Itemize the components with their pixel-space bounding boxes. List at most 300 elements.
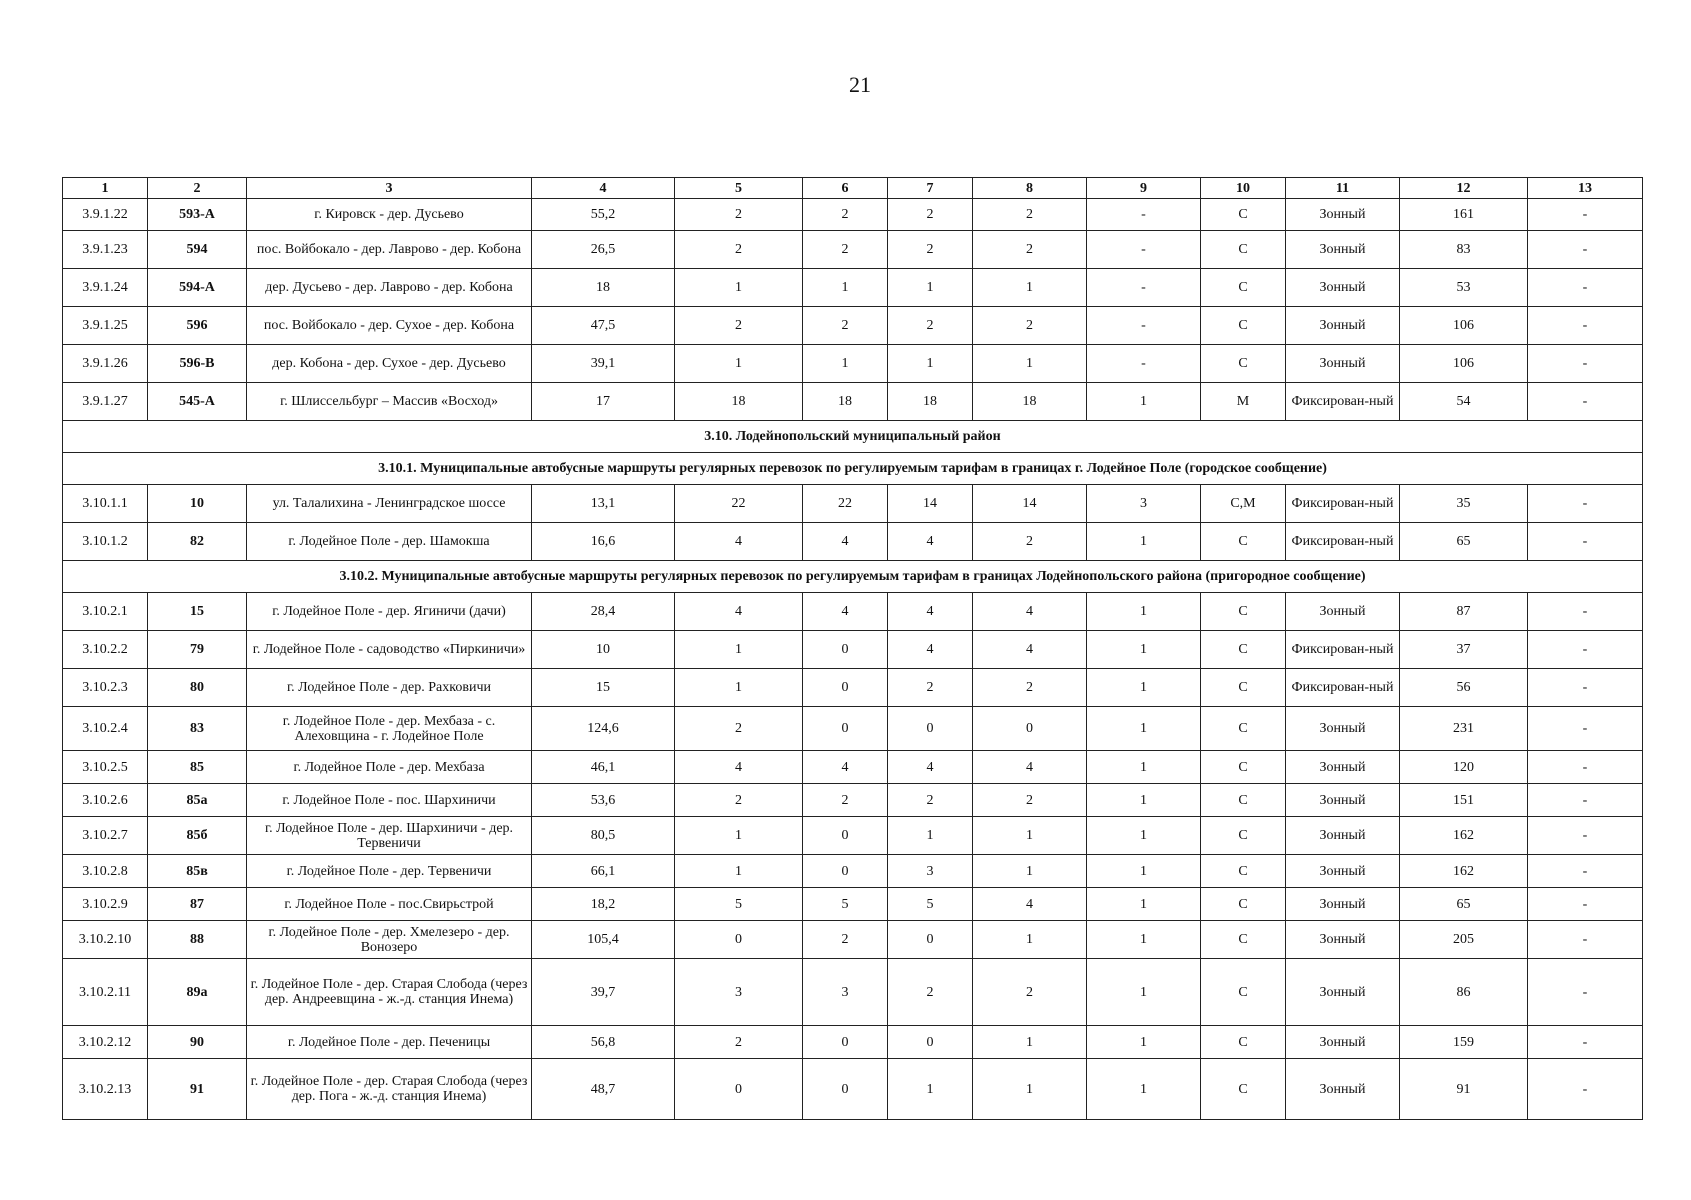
column-header: 2 bbox=[148, 178, 247, 199]
cell-row-number: 3.10.1.1 bbox=[63, 485, 148, 523]
cell-fare-type: Фиксирован-ный bbox=[1286, 523, 1400, 561]
cell-fare-type: Зонный bbox=[1286, 817, 1400, 855]
cell-reserve: 1 bbox=[1087, 383, 1201, 421]
cell-route-name: г. Лодейное Поле - дер. Старая Слобода (через дер. Пога - ж.-д. станция Инема) bbox=[247, 1059, 532, 1120]
cell-route-name: г. Лодейное Поле - садоводство «Пиркиничи» bbox=[247, 631, 532, 669]
routes-table bbox=[62, 177, 1643, 1120]
cell-buses-min-2: 4 bbox=[973, 888, 1087, 921]
cell-vehicle-class: С bbox=[1201, 1059, 1286, 1120]
cell-buses-max: 0 bbox=[675, 921, 803, 959]
cell-route-name: г. Шлиссельбург – Массив «Восход» bbox=[247, 383, 532, 421]
table-row bbox=[63, 855, 1643, 888]
cell-buses-max-2: 1 bbox=[888, 269, 973, 307]
cell-route-cost: 151 bbox=[1400, 784, 1528, 817]
table-row bbox=[63, 307, 1643, 345]
cell-route-cost: 162 bbox=[1400, 817, 1528, 855]
subsection-row bbox=[63, 453, 1643, 485]
cell-reserve: - bbox=[1087, 231, 1201, 269]
cell-notes: - bbox=[1528, 1026, 1643, 1059]
cell-route-name: дер. Кобона - дер. Сухое - дер. Дусьево bbox=[247, 345, 532, 383]
cell-route-length: 39,1 bbox=[532, 345, 675, 383]
cell-route-name: ул. Талалихина - Ленинградское шоссе bbox=[247, 485, 532, 523]
cell-buses-max-2: 4 bbox=[888, 751, 973, 784]
cell-buses-max-2: 0 bbox=[888, 1026, 973, 1059]
table-row bbox=[63, 707, 1643, 751]
cell-row-number: 3.9.1.27 bbox=[63, 383, 148, 421]
cell-buses-max: 18 bbox=[675, 383, 803, 421]
cell-vehicle-class: С bbox=[1201, 269, 1286, 307]
cell-notes: - bbox=[1528, 959, 1643, 1026]
cell-row-number: 3.9.1.26 bbox=[63, 345, 148, 383]
cell-buses-max-2: 4 bbox=[888, 523, 973, 561]
cell-route-cost: 53 bbox=[1400, 269, 1528, 307]
cell-row-number: 3.9.1.24 bbox=[63, 269, 148, 307]
cell-route-number: 85 bbox=[148, 751, 247, 784]
cell-route-number: 596-В bbox=[148, 345, 247, 383]
cell-vehicle-class: С bbox=[1201, 855, 1286, 888]
table-row bbox=[63, 669, 1643, 707]
cell-route-length: 15 bbox=[532, 669, 675, 707]
cell-route-name: пос. Войбокало - дер. Сухое - дер. Кобона bbox=[247, 307, 532, 345]
cell-buses-min: 0 bbox=[803, 1059, 888, 1120]
cell-buses-min-2: 1 bbox=[973, 1059, 1087, 1120]
cell-fare-type: Зонный bbox=[1286, 707, 1400, 751]
cell-vehicle-class: М bbox=[1201, 383, 1286, 421]
cell-reserve: 1 bbox=[1087, 631, 1201, 669]
cell-reserve: - bbox=[1087, 269, 1201, 307]
cell-route-number: 85в bbox=[148, 855, 247, 888]
cell-buses-min-2: 2 bbox=[973, 307, 1087, 345]
cell-reserve: 1 bbox=[1087, 751, 1201, 784]
cell-buses-min: 0 bbox=[803, 1026, 888, 1059]
cell-buses-max-2: 2 bbox=[888, 307, 973, 345]
cell-notes: - bbox=[1528, 345, 1643, 383]
cell-route-name: г. Лодейное Поле - пос.Свирьстрой bbox=[247, 888, 532, 921]
cell-row-number: 3.10.2.3 bbox=[63, 669, 148, 707]
cell-row-number: 3.10.1.2 bbox=[63, 523, 148, 561]
cell-buses-min-2: 1 bbox=[973, 1026, 1087, 1059]
cell-route-length: 28,4 bbox=[532, 593, 675, 631]
column-header: 1 bbox=[63, 178, 148, 199]
cell-reserve: - bbox=[1087, 199, 1201, 231]
cell-row-number: 3.10.2.12 bbox=[63, 1026, 148, 1059]
cell-route-number: 80 bbox=[148, 669, 247, 707]
cell-vehicle-class: С bbox=[1201, 1026, 1286, 1059]
cell-reserve: 1 bbox=[1087, 593, 1201, 631]
cell-vehicle-class: С bbox=[1201, 888, 1286, 921]
cell-reserve: 1 bbox=[1087, 1059, 1201, 1120]
cell-buses-min: 4 bbox=[803, 523, 888, 561]
column-header: 7 bbox=[888, 178, 973, 199]
column-header: 6 bbox=[803, 178, 888, 199]
cell-route-length: 47,5 bbox=[532, 307, 675, 345]
cell-notes: - bbox=[1528, 199, 1643, 231]
column-header: 9 bbox=[1087, 178, 1201, 199]
cell-vehicle-class: С bbox=[1201, 707, 1286, 751]
cell-buses-min-2: 2 bbox=[973, 784, 1087, 817]
cell-route-cost: 159 bbox=[1400, 1026, 1528, 1059]
cell-buses-min-2: 2 bbox=[973, 231, 1087, 269]
section-row bbox=[63, 421, 1643, 453]
table-row bbox=[63, 593, 1643, 631]
cell-buses-min: 5 bbox=[803, 888, 888, 921]
cell-buses-max: 2 bbox=[675, 307, 803, 345]
table-row bbox=[63, 959, 1643, 1026]
cell-route-length: 53,6 bbox=[532, 784, 675, 817]
cell-notes: - bbox=[1528, 485, 1643, 523]
section-title: 3.10. Лодейнопольский муниципальный район bbox=[63, 421, 1643, 453]
cell-row-number: 3.10.2.6 bbox=[63, 784, 148, 817]
cell-reserve: 1 bbox=[1087, 959, 1201, 1026]
cell-reserve: 1 bbox=[1087, 921, 1201, 959]
column-header: 11 bbox=[1286, 178, 1400, 199]
cell-vehicle-class: С bbox=[1201, 817, 1286, 855]
cell-fare-type: Фиксирован-ный bbox=[1286, 669, 1400, 707]
cell-buses-min-2: 1 bbox=[973, 269, 1087, 307]
column-header: 10 bbox=[1201, 178, 1286, 199]
cell-route-number: 545-А bbox=[148, 383, 247, 421]
table-row bbox=[63, 751, 1643, 784]
cell-route-length: 39,7 bbox=[532, 959, 675, 1026]
cell-route-number: 594-А bbox=[148, 269, 247, 307]
cell-route-number: 594 bbox=[148, 231, 247, 269]
cell-notes: - bbox=[1528, 751, 1643, 784]
cell-buses-max-2: 14 bbox=[888, 485, 973, 523]
table-row bbox=[63, 817, 1643, 855]
cell-route-cost: 106 bbox=[1400, 307, 1528, 345]
cell-route-cost: 161 bbox=[1400, 199, 1528, 231]
cell-vehicle-class: С bbox=[1201, 631, 1286, 669]
cell-buses-max: 1 bbox=[675, 855, 803, 888]
cell-buses-max: 2 bbox=[675, 1026, 803, 1059]
cell-route-cost: 120 bbox=[1400, 751, 1528, 784]
cell-buses-max-2: 18 bbox=[888, 383, 973, 421]
cell-buses-min-2: 1 bbox=[973, 817, 1087, 855]
cell-buses-max-2: 2 bbox=[888, 199, 973, 231]
cell-buses-min: 0 bbox=[803, 707, 888, 751]
cell-reserve: 3 bbox=[1087, 485, 1201, 523]
cell-fare-type: Зонный bbox=[1286, 921, 1400, 959]
cell-route-number: 90 bbox=[148, 1026, 247, 1059]
cell-buses-max: 0 bbox=[675, 1059, 803, 1120]
cell-route-cost: 56 bbox=[1400, 669, 1528, 707]
cell-buses-max: 1 bbox=[675, 817, 803, 855]
cell-route-number: 91 bbox=[148, 1059, 247, 1120]
cell-buses-min-2: 0 bbox=[973, 707, 1087, 751]
cell-row-number: 3.9.1.22 bbox=[63, 199, 148, 231]
cell-route-cost: 87 bbox=[1400, 593, 1528, 631]
table-row bbox=[63, 485, 1643, 523]
cell-route-length: 48,7 bbox=[532, 1059, 675, 1120]
table-row bbox=[63, 1026, 1643, 1059]
cell-route-number: 593-А bbox=[148, 199, 247, 231]
cell-buses-max-2: 3 bbox=[888, 855, 973, 888]
cell-notes: - bbox=[1528, 855, 1643, 888]
cell-buses-min: 18 bbox=[803, 383, 888, 421]
cell-buses-max-2: 2 bbox=[888, 231, 973, 269]
cell-fare-type: Зонный bbox=[1286, 888, 1400, 921]
cell-route-cost: 106 bbox=[1400, 345, 1528, 383]
table-row bbox=[63, 784, 1643, 817]
cell-notes: - bbox=[1528, 784, 1643, 817]
cell-fare-type: Зонный bbox=[1286, 307, 1400, 345]
cell-buses-max-2: 2 bbox=[888, 959, 973, 1026]
cell-route-length: 17 bbox=[532, 383, 675, 421]
cell-route-number: 15 bbox=[148, 593, 247, 631]
cell-route-cost: 35 bbox=[1400, 485, 1528, 523]
cell-route-length: 66,1 bbox=[532, 855, 675, 888]
table-row bbox=[63, 269, 1643, 307]
cell-row-number: 3.10.2.4 bbox=[63, 707, 148, 751]
cell-route-name: г. Лодейное Поле - дер. Ягиничи (дачи) bbox=[247, 593, 532, 631]
cell-buses-max-2: 1 bbox=[888, 817, 973, 855]
header-row bbox=[63, 178, 1643, 199]
cell-buses-max: 2 bbox=[675, 231, 803, 269]
cell-buses-min-2: 2 bbox=[973, 523, 1087, 561]
cell-buses-min: 2 bbox=[803, 921, 888, 959]
cell-notes: - bbox=[1528, 383, 1643, 421]
cell-route-length: 10 bbox=[532, 631, 675, 669]
cell-route-name: г. Лодейное Поле - дер. Шамокша bbox=[247, 523, 532, 561]
table-row bbox=[63, 1059, 1643, 1120]
cell-route-name: г. Лодейное Поле - дер. Печеницы bbox=[247, 1026, 532, 1059]
cell-reserve: 1 bbox=[1087, 784, 1201, 817]
cell-buses-min: 2 bbox=[803, 784, 888, 817]
cell-row-number: 3.10.2.8 bbox=[63, 855, 148, 888]
cell-buses-max: 1 bbox=[675, 269, 803, 307]
table-row bbox=[63, 383, 1643, 421]
cell-buses-min: 22 bbox=[803, 485, 888, 523]
cell-reserve: 1 bbox=[1087, 669, 1201, 707]
table-row bbox=[63, 921, 1643, 959]
cell-route-length: 13,1 bbox=[532, 485, 675, 523]
cell-route-number: 85а bbox=[148, 784, 247, 817]
cell-buses-min-2: 2 bbox=[973, 199, 1087, 231]
cell-route-name: г. Лодейное Поле - дер. Мехбаза - с. Алеховщина - г. Лодейное Поле bbox=[247, 707, 532, 751]
cell-buses-max: 1 bbox=[675, 669, 803, 707]
cell-route-length: 124,6 bbox=[532, 707, 675, 751]
cell-row-number: 3.10.2.11 bbox=[63, 959, 148, 1026]
cell-route-cost: 83 bbox=[1400, 231, 1528, 269]
cell-buses-max: 1 bbox=[675, 345, 803, 383]
cell-buses-min: 4 bbox=[803, 751, 888, 784]
cell-fare-type: Фиксирован-ный bbox=[1286, 631, 1400, 669]
cell-buses-max: 2 bbox=[675, 199, 803, 231]
cell-route-name: г. Лодейное Поле - дер. Рахковичи bbox=[247, 669, 532, 707]
cell-buses-max-2: 0 bbox=[888, 707, 973, 751]
cell-route-length: 26,5 bbox=[532, 231, 675, 269]
cell-buses-min-2: 2 bbox=[973, 959, 1087, 1026]
cell-vehicle-class: С,М bbox=[1201, 485, 1286, 523]
cell-route-name: г. Лодейное Поле - дер. Хмелезеро - дер. Вонозеро bbox=[247, 921, 532, 959]
subsection-title: 3.10.1. Муниципальные автобусные маршруты регулярных перевозок по регулируемым тарифам в границах г. Лодейное Поле (городское сообщение) bbox=[63, 453, 1643, 485]
cell-fare-type: Фиксирован-ный bbox=[1286, 485, 1400, 523]
table-row bbox=[63, 199, 1643, 231]
cell-buses-min-2: 14 bbox=[973, 485, 1087, 523]
cell-vehicle-class: С bbox=[1201, 345, 1286, 383]
cell-buses-max-2: 4 bbox=[888, 631, 973, 669]
cell-fare-type: Зонный bbox=[1286, 751, 1400, 784]
cell-buses-max: 22 bbox=[675, 485, 803, 523]
cell-row-number: 3.9.1.25 bbox=[63, 307, 148, 345]
cell-fare-type: Зонный bbox=[1286, 1026, 1400, 1059]
cell-row-number: 3.10.2.2 bbox=[63, 631, 148, 669]
column-header: 3 bbox=[247, 178, 532, 199]
column-header: 12 bbox=[1400, 178, 1528, 199]
cell-row-number: 3.10.2.1 bbox=[63, 593, 148, 631]
cell-notes: - bbox=[1528, 307, 1643, 345]
cell-route-length: 18 bbox=[532, 269, 675, 307]
cell-route-name: г. Лодейное Поле - пос. Шархиничи bbox=[247, 784, 532, 817]
cell-fare-type: Зонный bbox=[1286, 269, 1400, 307]
cell-buses-min-2: 18 bbox=[973, 383, 1087, 421]
cell-buses-min-2: 4 bbox=[973, 593, 1087, 631]
cell-notes: - bbox=[1528, 888, 1643, 921]
cell-reserve: 1 bbox=[1087, 523, 1201, 561]
cell-buses-min-2: 1 bbox=[973, 345, 1087, 383]
cell-reserve: 1 bbox=[1087, 817, 1201, 855]
cell-buses-max: 5 bbox=[675, 888, 803, 921]
cell-buses-min-2: 2 bbox=[973, 669, 1087, 707]
cell-fare-type: Зонный bbox=[1286, 231, 1400, 269]
cell-buses-max-2: 4 bbox=[888, 593, 973, 631]
cell-route-length: 56,8 bbox=[532, 1026, 675, 1059]
cell-notes: - bbox=[1528, 669, 1643, 707]
subsection-row bbox=[63, 561, 1643, 593]
cell-reserve: 1 bbox=[1087, 707, 1201, 751]
cell-route-number: 87 bbox=[148, 888, 247, 921]
cell-buses-min: 2 bbox=[803, 307, 888, 345]
cell-buses-max: 2 bbox=[675, 784, 803, 817]
cell-reserve: 1 bbox=[1087, 855, 1201, 888]
cell-route-cost: 65 bbox=[1400, 523, 1528, 561]
cell-route-number: 79 bbox=[148, 631, 247, 669]
cell-buses-max-2: 1 bbox=[888, 1059, 973, 1120]
cell-route-number: 10 bbox=[148, 485, 247, 523]
cell-fare-type: Зонный bbox=[1286, 959, 1400, 1026]
cell-route-length: 18,2 bbox=[532, 888, 675, 921]
cell-fare-type: Зонный bbox=[1286, 1059, 1400, 1120]
cell-route-cost: 37 bbox=[1400, 631, 1528, 669]
cell-buses-max: 4 bbox=[675, 523, 803, 561]
cell-vehicle-class: С bbox=[1201, 751, 1286, 784]
cell-row-number: 3.10.2.7 bbox=[63, 817, 148, 855]
subsection-title: 3.10.2. Муниципальные автобусные маршруты регулярных перевозок по регулируемым тарифам в границах Лодейнопольского района (пригородное сообщение) bbox=[63, 561, 1643, 593]
cell-fare-type: Фиксирован-ный bbox=[1286, 383, 1400, 421]
table-row bbox=[63, 345, 1643, 383]
cell-route-number: 89а bbox=[148, 959, 247, 1026]
cell-notes: - bbox=[1528, 707, 1643, 751]
cell-route-name: г. Лодейное Поле - дер. Шархиничи - дер. Тервеничи bbox=[247, 817, 532, 855]
cell-route-cost: 162 bbox=[1400, 855, 1528, 888]
table-row bbox=[63, 631, 1643, 669]
cell-fare-type: Зонный bbox=[1286, 855, 1400, 888]
cell-vehicle-class: С bbox=[1201, 523, 1286, 561]
cell-buses-max-2: 2 bbox=[888, 669, 973, 707]
cell-route-cost: 86 bbox=[1400, 959, 1528, 1026]
cell-buses-min-2: 4 bbox=[973, 631, 1087, 669]
cell-row-number: 3.10.2.9 bbox=[63, 888, 148, 921]
cell-reserve: 1 bbox=[1087, 888, 1201, 921]
cell-vehicle-class: С bbox=[1201, 921, 1286, 959]
cell-buses-max-2: 1 bbox=[888, 345, 973, 383]
cell-buses-min-2: 1 bbox=[973, 921, 1087, 959]
cell-vehicle-class: С bbox=[1201, 231, 1286, 269]
cell-route-cost: 231 bbox=[1400, 707, 1528, 751]
cell-route-number: 85б bbox=[148, 817, 247, 855]
cell-route-name: г. Лодейное Поле - дер. Тервеничи bbox=[247, 855, 532, 888]
cell-notes: - bbox=[1528, 593, 1643, 631]
cell-route-cost: 54 bbox=[1400, 383, 1528, 421]
cell-buses-min: 4 bbox=[803, 593, 888, 631]
cell-notes: - bbox=[1528, 817, 1643, 855]
cell-buses-max-2: 2 bbox=[888, 784, 973, 817]
column-header: 5 bbox=[675, 178, 803, 199]
cell-buses-min: 2 bbox=[803, 231, 888, 269]
cell-row-number: 3.10.2.13 bbox=[63, 1059, 148, 1120]
cell-buses-max-2: 0 bbox=[888, 921, 973, 959]
cell-fare-type: Зонный bbox=[1286, 345, 1400, 383]
cell-route-name: г. Кировск - дер. Дусьево bbox=[247, 199, 532, 231]
cell-fare-type: Зонный bbox=[1286, 784, 1400, 817]
cell-route-cost: 205 bbox=[1400, 921, 1528, 959]
cell-route-name: г. Лодейное Поле - дер. Старая Слобода (через дер. Андреевщина - ж.-д. станция Инема) bbox=[247, 959, 532, 1026]
cell-buses-min: 1 bbox=[803, 345, 888, 383]
cell-buses-max: 3 bbox=[675, 959, 803, 1026]
table-body bbox=[63, 199, 1643, 1120]
cell-buses-max: 4 bbox=[675, 751, 803, 784]
cell-notes: - bbox=[1528, 523, 1643, 561]
table-row bbox=[63, 231, 1643, 269]
cell-route-name: дер. Дусьево - дер. Лаврово - дер. Кобона bbox=[247, 269, 532, 307]
cell-row-number: 3.10.2.5 bbox=[63, 751, 148, 784]
cell-route-length: 16,6 bbox=[532, 523, 675, 561]
cell-buses-max: 1 bbox=[675, 631, 803, 669]
column-header: 8 bbox=[973, 178, 1087, 199]
cell-vehicle-class: С bbox=[1201, 593, 1286, 631]
cell-notes: - bbox=[1528, 269, 1643, 307]
cell-route-number: 82 bbox=[148, 523, 247, 561]
cell-buses-max: 2 bbox=[675, 707, 803, 751]
cell-buses-min: 1 bbox=[803, 269, 888, 307]
cell-buses-min-2: 4 bbox=[973, 751, 1087, 784]
cell-reserve: 1 bbox=[1087, 1026, 1201, 1059]
cell-buses-max: 4 bbox=[675, 593, 803, 631]
cell-reserve: - bbox=[1087, 307, 1201, 345]
cell-buses-min: 0 bbox=[803, 855, 888, 888]
page-number: 21 bbox=[849, 72, 871, 97]
cell-buses-min-2: 1 bbox=[973, 855, 1087, 888]
cell-buses-min: 0 bbox=[803, 669, 888, 707]
cell-buses-min: 0 bbox=[803, 817, 888, 855]
cell-notes: - bbox=[1528, 631, 1643, 669]
cell-vehicle-class: С bbox=[1201, 784, 1286, 817]
cell-route-length: 105,4 bbox=[532, 921, 675, 959]
cell-row-number: 3.10.2.10 bbox=[63, 921, 148, 959]
cell-buses-max-2: 5 bbox=[888, 888, 973, 921]
cell-route-number: 88 bbox=[148, 921, 247, 959]
column-header: 4 bbox=[532, 178, 675, 199]
cell-vehicle-class: С bbox=[1201, 307, 1286, 345]
cell-route-cost: 65 bbox=[1400, 888, 1528, 921]
cell-notes: - bbox=[1528, 921, 1643, 959]
cell-route-name: пос. Войбокало - дер. Лаврово - дер. Кобона bbox=[247, 231, 532, 269]
table-row bbox=[63, 888, 1643, 921]
cell-reserve: - bbox=[1087, 345, 1201, 383]
cell-notes: - bbox=[1528, 231, 1643, 269]
cell-route-number: 83 bbox=[148, 707, 247, 751]
cell-vehicle-class: С bbox=[1201, 199, 1286, 231]
